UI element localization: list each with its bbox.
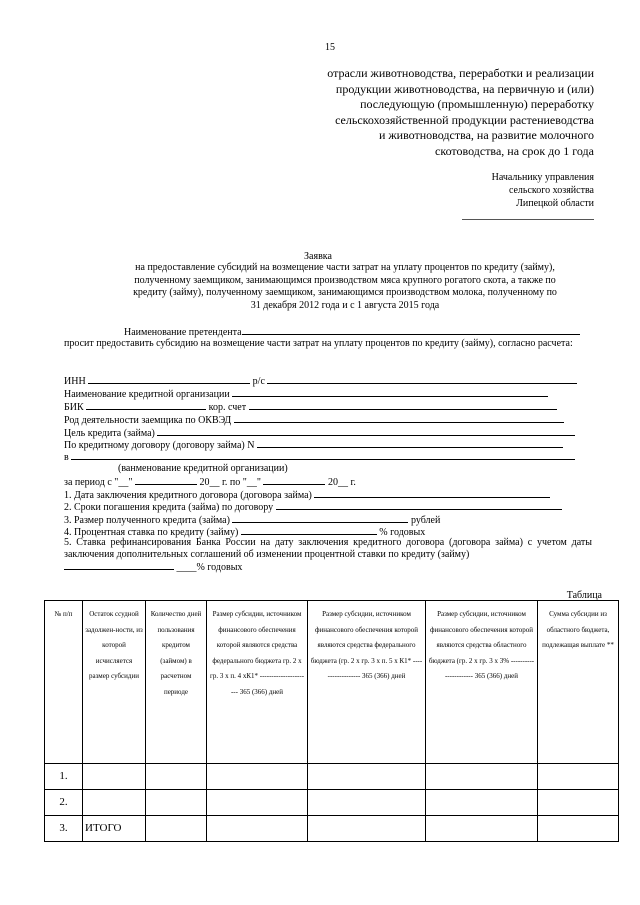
page-number: 15 [325,42,335,53]
corr-account-field[interactable] [249,401,557,410]
header-line: отрасли животноводства, переработки и реализации [327,66,594,80]
table-cell[interactable] [538,816,619,842]
purpose-field[interactable] [157,427,575,436]
item2-label: 2. Сроки погашения кредита (займа) по договору [64,502,274,513]
item3-field[interactable] [232,514,408,523]
rs-label: р/с [252,376,265,387]
item4-unit: % годовых [379,527,426,538]
table-header-row [45,601,619,764]
corr-account-label: кор. счет [208,402,247,413]
header-cell: Размер субсидии, источником финансового обеспечения которой являются средства федерального бюджета (гр. 2 х гр. 3 х п. 5 х К1* ------------------ 365 (366) дней [308,601,426,764]
subtitle-line: полученному заемщиком, занимающимся производством мяса крупного рогатого скота, а также по [134,274,556,286]
row-number: 1. [45,764,83,790]
item5-field[interactable] [64,561,174,570]
header-line: сельскохозяйственной продукции растениеводства [335,112,594,127]
subtitle-line: кредиту (займу), полученному заемщиком, занимающимся производством молока, полученному по [133,287,557,298]
period-row [64,476,356,489]
document-subtitle [100,262,590,312]
addressee-block [354,171,594,210]
table-cell[interactable] [538,764,619,790]
period-from-label: за период с "__" [64,477,133,488]
table-cell[interactable] [308,816,426,842]
table-row [45,790,619,816]
rs-field[interactable] [267,375,577,384]
okved-field[interactable] [234,414,564,423]
table-cell[interactable] [426,764,538,790]
subtitle-line: 31 декабря 2012 года и с 1 августа 2015 года [250,299,440,311]
header-line: и животноводства, на развитие молочного [378,128,594,142]
subsidy-table [44,600,619,842]
header-cell: Количество дней пользования кредитом (займом) в расчетном периоде [146,601,207,764]
item3-label: 3. Размер полученного кредита (займа) [64,515,230,526]
item5-label: 5. Ставка рефинансирования Банка России на дату заключения кредитного договора (договора займа) с учетом даты заключения дополнительных соглашений об изменении процентной ставки по кредиту (займу) [64,537,592,560]
header-cell: Остаток ссудной задолжен-ности, из которой исчисляется размер субсидии [83,601,146,764]
table-row [45,816,619,842]
table-cell[interactable] [308,790,426,816]
table-cell[interactable] [207,764,308,790]
bik-label: БИК [64,402,84,413]
table-caption: Таблица [566,590,602,601]
table-cell[interactable] [426,790,538,816]
bik-row [64,401,557,414]
row-number: 2. [45,790,83,816]
applicant-field[interactable] [242,326,580,335]
item4-field[interactable] [241,526,377,535]
item1-label: 1. Дата заключения кредитного договора (договора займа) [64,490,312,501]
document-title: Заявка [304,251,332,262]
item3-unit: рублей [410,515,441,526]
table-row [45,764,619,790]
okved-row [64,414,564,427]
bank-name-row [64,388,548,401]
applicant-row [124,326,580,338]
table-cell[interactable] [83,764,146,790]
bank-hint: (ванменование кредитной организации) [118,463,288,474]
table-cell[interactable] [83,790,146,816]
inn-row [64,375,577,388]
contract-label: По кредитному договору (договору займа) N [64,440,255,451]
item5-unit: ____% годовых [176,562,243,573]
period-to-field[interactable] [263,476,325,485]
table-cell[interactable] [207,816,308,842]
signature-line [462,219,594,220]
bik-field[interactable] [86,401,206,410]
period-to-label: 20__ г. по "__" [199,477,261,488]
addressee-line: сельского хозяйства [508,185,594,196]
item2-row [64,501,562,514]
bank-name-label: Наименование кредитной организации [64,389,230,400]
inn-field[interactable] [88,375,250,384]
request-text: просит предоставить субсидию на возмещение части затрат на уплату процентов по кредиту (займу), согласно расчета: [64,338,573,349]
in-field[interactable] [71,451,575,460]
item5-row [64,537,592,574]
contract-field[interactable] [257,439,563,448]
purpose-label: Цель кредита (займа) [64,428,155,439]
header-line: последующую (промышленную) переработку [360,97,594,111]
document-header [274,66,594,159]
table-cell[interactable] [308,764,426,790]
bank-name-field[interactable] [232,388,548,397]
table-cell[interactable] [207,790,308,816]
addressee-line: Начальнику управления [491,172,594,183]
item2-field[interactable] [276,501,562,510]
table-cell[interactable] [426,816,538,842]
applicant-label: Наименование претендента [124,327,242,338]
subtitle-line: на предоставление субсидий на возмещение части затрат на уплату процентов по кредиту (займу), [135,262,555,273]
table-cell[interactable] [146,764,207,790]
period-from-field[interactable] [135,476,197,485]
table-cell[interactable] [538,790,619,816]
addressee-line: Липецкой области [516,198,594,209]
inn-label: ИНН [64,376,86,387]
table-cell[interactable] [146,790,207,816]
header-line: продукции животноводства, на первичную и (или) [335,81,594,96]
header-cell: Размер субсидии, источником финансового обеспечения которой являются средства федерального бюджета гр. 2 х гр. 3 х п. 4 хК1* ---------------------- 365 (366) дней [207,601,308,764]
header-cell: № п/п [45,601,83,764]
okved-label: Род деятельности заемщика по ОКВЭД [64,415,232,426]
item4-label: 4. Процентная ставка по кредиту (займу) [64,527,239,538]
row-number: 3. [45,816,83,842]
total-label: ИТОГО [83,816,146,842]
period-year-label: 20__ г. [327,477,356,488]
in-label: в [64,452,69,463]
header-cell: Размер субсидии, источником финансового обеспечения которой являются средства областного бюджета (гр. 2 х гр. 3 х 3% ---------------------- 365 (366) дней [426,601,538,764]
header-line: скотоводства, на срок до 1 года [435,143,594,158]
item1-field[interactable] [314,489,550,498]
header-cell: Сумма субсидии из областного бюджета, подлежащая выплате ** [538,601,619,764]
table-cell[interactable] [146,816,207,842]
